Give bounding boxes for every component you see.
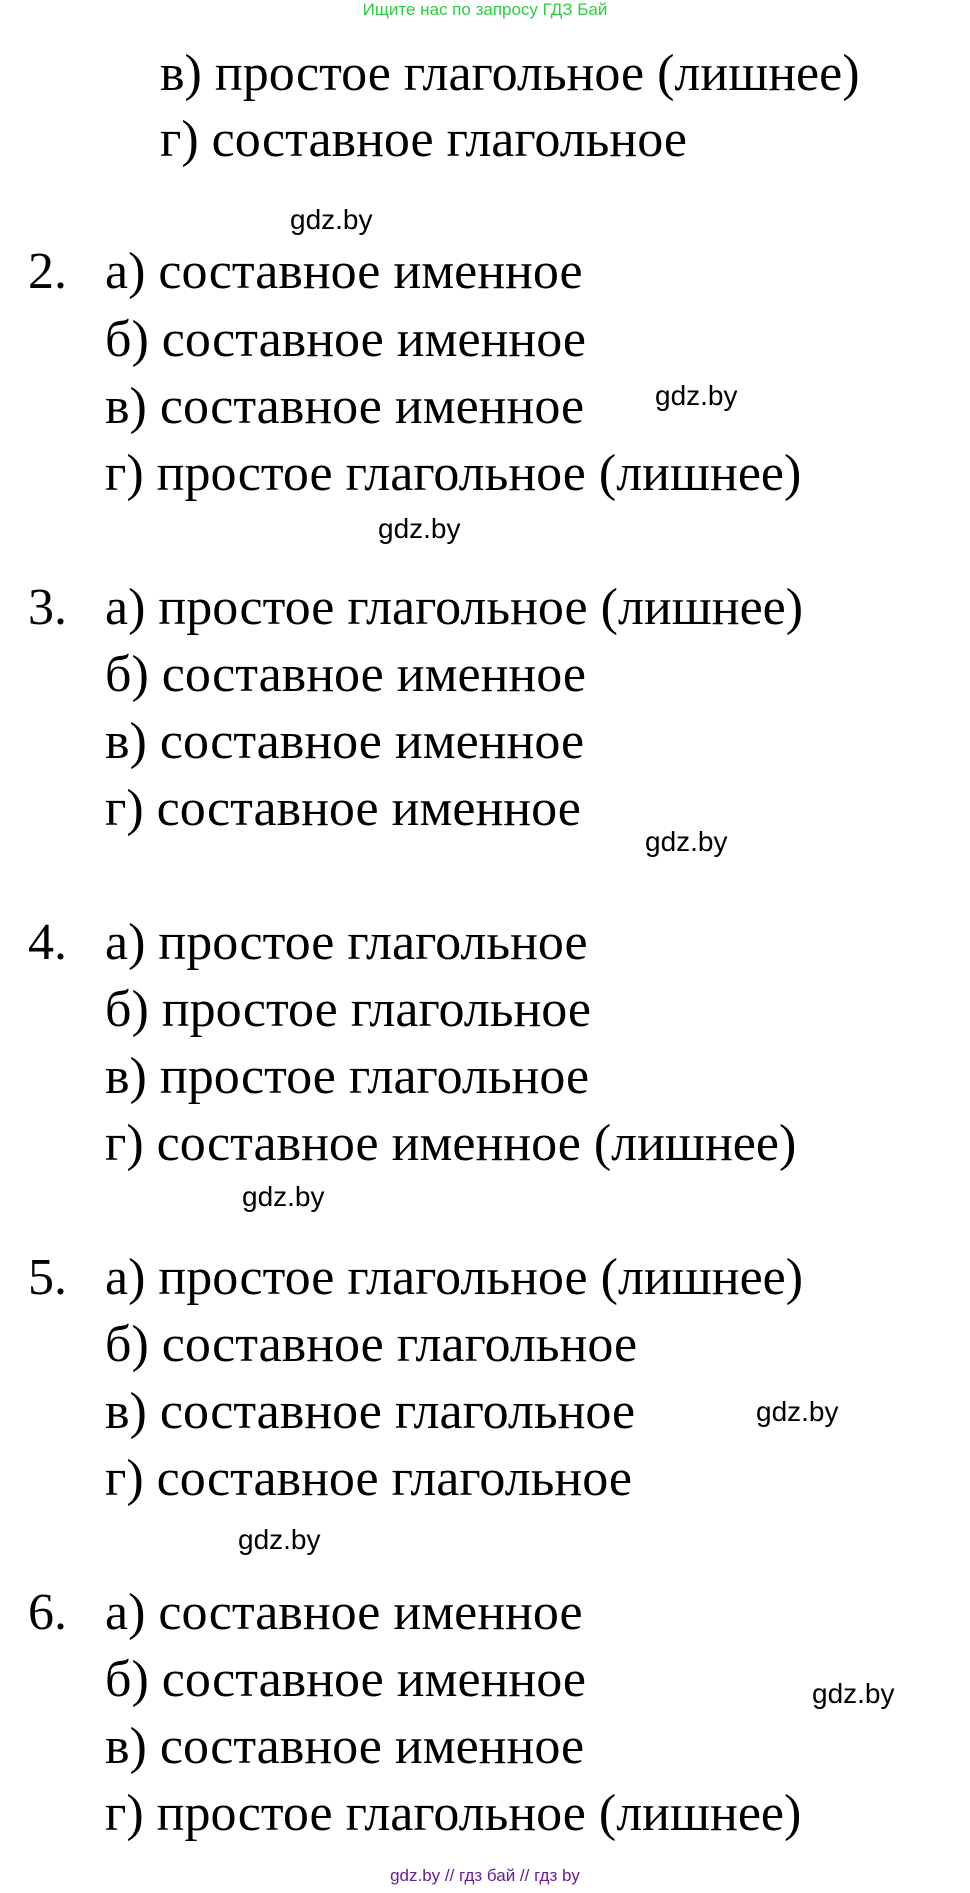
task-number: 2. xyxy=(28,243,67,300)
answer-line: в) составное именное xyxy=(105,1718,585,1775)
watermark: gdz.by xyxy=(756,1396,839,1427)
answer-line: а) простое глагольное (лишнее) xyxy=(105,1249,804,1306)
answer-line: а) составное именное xyxy=(105,243,583,300)
answer-line: г) составное глагольное xyxy=(105,1450,632,1507)
answer-line: б) составное именное xyxy=(105,646,586,703)
answer-line: г) составное глагольное xyxy=(160,111,687,168)
watermark: gdz.by xyxy=(645,826,728,857)
watermark: gdz.by xyxy=(378,513,461,544)
task-number: 4. xyxy=(28,914,67,971)
watermark: gdz.by xyxy=(238,1524,321,1555)
answer-line: а) простое глагольное xyxy=(105,914,588,971)
task-number: 3. xyxy=(28,579,67,636)
answer-line: г) составное именное (лишнее) xyxy=(105,1115,797,1172)
answer-line: в) простое глагольное xyxy=(105,1048,590,1105)
answer-line: г) простое глагольное (лишнее) xyxy=(105,445,802,502)
watermark: gdz.by xyxy=(242,1181,325,1212)
answer-line: в) простое глагольное (лишнее) xyxy=(160,45,860,102)
answer-line: а) простое глагольное (лишнее) xyxy=(105,579,804,636)
answer-line: г) составное именное xyxy=(105,780,581,837)
task-number: 5. xyxy=(28,1249,67,1306)
answer-line: б) составное глагольное xyxy=(105,1316,638,1373)
header-search-note: Ищите нас по запросу ГДЗ Бай xyxy=(362,0,608,19)
task-number: 6. xyxy=(28,1584,67,1641)
answer-line: б) составное именное xyxy=(105,1651,586,1708)
answer-line: в) составное именное xyxy=(105,713,585,770)
answer-line: б) простое глагольное xyxy=(105,981,592,1038)
watermark: gdz.by xyxy=(655,380,738,411)
watermark: gdz.by xyxy=(290,204,373,235)
answer-line: а) составное именное xyxy=(105,1584,583,1641)
answer-line: в) составное глагольное xyxy=(105,1383,636,1440)
answer-line: г) простое глагольное (лишнее) xyxy=(105,1785,802,1842)
watermark: gdz.by xyxy=(812,1678,895,1709)
answer-line: в) составное именное xyxy=(105,378,585,435)
footer-watermark: gdz.by // гдз бай // гдз by xyxy=(390,1866,580,1885)
answer-line: б) составное именное xyxy=(105,311,586,368)
